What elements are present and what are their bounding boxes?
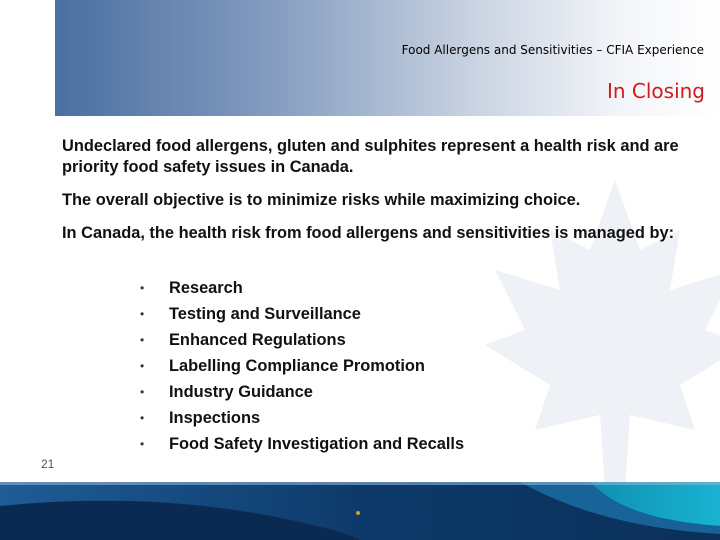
bullet-icon: •: [140, 385, 145, 399]
bullet-icon: •: [140, 307, 145, 321]
paragraph-managed-by: In Canada, the health risk from food allergens and sensitivities is managed by:: [62, 224, 675, 242]
deck-subtitle: Food Allergens and Sensitivities – CFIA Experience: [401, 43, 704, 57]
bullet-icon: •: [140, 333, 145, 347]
page-number: 21: [41, 457, 55, 471]
footer-banner: [0, 482, 720, 540]
list-item: [140, 431, 464, 457]
slide-title: In Closing: [606, 79, 705, 103]
list-item: [140, 405, 464, 431]
slide-body: [62, 136, 702, 256]
bullet-icon: •: [140, 437, 145, 451]
paragraph-objective: The overall objective is to minimize risks while maximizing choice.: [62, 191, 581, 209]
bullet-icon: •: [140, 411, 145, 425]
list-item-label: Labelling Compliance Promotion: [169, 356, 425, 375]
list-item-label: Food Safety Investigation and Recalls: [169, 434, 465, 453]
list-item: [140, 275, 464, 301]
list-item: [140, 327, 464, 353]
bullet-list: [140, 275, 464, 457]
list-item-label: Research: [169, 278, 243, 297]
list-item-label: Enhanced Regulations: [169, 330, 346, 349]
list-item-label: Industry Guidance: [169, 382, 313, 401]
bullet-icon: •: [140, 359, 145, 373]
bullet-icon: •: [140, 281, 145, 295]
list-item-label: Inspections: [169, 408, 261, 427]
list-item: [140, 353, 464, 379]
list-item: [140, 301, 464, 327]
list-item: [140, 379, 464, 405]
paragraph-risk: Undeclared food allergens, gluten and sulphites represent a health risk and are priority food safety issues in Canada.: [62, 137, 679, 176]
list-item-label: Testing and Surveillance: [169, 304, 361, 323]
